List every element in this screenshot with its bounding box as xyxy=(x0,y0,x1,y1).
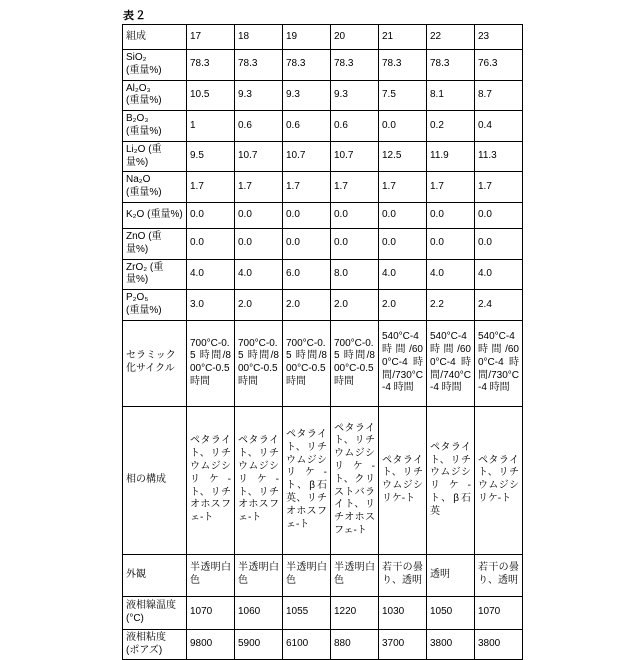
table-cell: 700°C-0.5 時間/800°C-0.5 時間 xyxy=(283,320,331,406)
table-cell: 9.3 xyxy=(283,80,331,111)
composition-table xyxy=(122,24,523,660)
table-cell: ペタライト、リチウムジシリケ-ト、クリストバライト、リチオホスフェ-ト xyxy=(331,406,379,554)
table-cell: 0.0 xyxy=(187,202,235,228)
table-cell: 9800 xyxy=(187,629,235,660)
row-label: 相の構成 xyxy=(123,406,187,554)
table-cell: 540°C-4 時間/600°C-4 時間/730°C-4 時間 xyxy=(379,320,427,406)
table-cell: 1070 xyxy=(187,596,235,629)
row-label: Na₂O (重量%) xyxy=(123,172,187,203)
table-row xyxy=(123,554,523,596)
row-label: 液相線温度 (°C) xyxy=(123,596,187,629)
table-cell: 0.4 xyxy=(475,111,523,142)
table-cell: 880 xyxy=(331,629,379,660)
table-cell: ペタライト、リチウムジシリケ-ト、β石英 xyxy=(427,406,475,554)
header-cell-sample-23: 23 xyxy=(475,25,523,50)
table-cell: 0.0 xyxy=(379,202,427,228)
row-label: K₂O (重量%) xyxy=(123,202,187,228)
table-cell: ペタライト、リチウムジシリケ-ト、リチオホスフェ-ト xyxy=(235,406,283,554)
table-cell: 8.0 xyxy=(331,259,379,290)
table-cell: 0.0 xyxy=(283,202,331,228)
table-row xyxy=(123,111,523,142)
table-cell: 6.0 xyxy=(283,259,331,290)
table-cell: 8.1 xyxy=(427,80,475,111)
row-label: セラミック化サイクル xyxy=(123,320,187,406)
row-label: Al₂O₃ (重量%) xyxy=(123,80,187,111)
table-cell: 1220 xyxy=(331,596,379,629)
table-title: 表２ xyxy=(123,10,147,22)
table-cell: 78.3 xyxy=(187,50,235,81)
table-cell: 1.7 xyxy=(379,172,427,203)
table-cell: 4.0 xyxy=(475,259,523,290)
table-cell: 1050 xyxy=(427,596,475,629)
table-cell: 0.2 xyxy=(427,111,475,142)
table-cell: 10.7 xyxy=(235,141,283,172)
table-cell: 2.0 xyxy=(283,290,331,321)
header-cell-composition: 組成 xyxy=(123,25,187,50)
table-cell: 11.3 xyxy=(475,141,523,172)
table-cell: 半透明白色 xyxy=(331,554,379,596)
table-cell: 6100 xyxy=(283,629,331,660)
table-cell: 0.0 xyxy=(235,202,283,228)
table-row xyxy=(123,50,523,81)
table-cell: 半透明白色 xyxy=(235,554,283,596)
row-label: B₂O₃ (重量%) xyxy=(123,111,187,142)
header-cell-sample-18: 18 xyxy=(235,25,283,50)
table-cell: 3800 xyxy=(475,629,523,660)
table-cell: 5900 xyxy=(235,629,283,660)
table-cell: 0.0 xyxy=(427,228,475,259)
table-row xyxy=(123,320,523,406)
table-cell: 9.3 xyxy=(331,80,379,111)
table-row xyxy=(123,80,523,111)
table-cell: 0.6 xyxy=(331,111,379,142)
table-cell: 1.7 xyxy=(475,172,523,203)
table-cell: ペタライト、リチウムジシリケ-ト、リチオホスフェ-ト xyxy=(187,406,235,554)
table-cell: 1.7 xyxy=(187,172,235,203)
table-cell: 700°C-0.5 時間/800°C-0.5 時間 xyxy=(235,320,283,406)
table-cell: 10.7 xyxy=(331,141,379,172)
table-cell: ペタライト、リチウムジシリケ-ト xyxy=(379,406,427,554)
table-cell: 540°C-4 時間/600°C-4 時間/740°C-4 時間 xyxy=(427,320,475,406)
table-cell: 2.0 xyxy=(379,290,427,321)
table-row xyxy=(123,629,523,660)
row-label: P₂O₅ (重量%) xyxy=(123,290,187,321)
table-cell: 1055 xyxy=(283,596,331,629)
table-row xyxy=(123,202,523,228)
table-cell: 7.5 xyxy=(379,80,427,111)
table-cell: 2.4 xyxy=(475,290,523,321)
table-cell: 10.5 xyxy=(187,80,235,111)
table-cell: 540°C-4 時間/600°C-4 時間/730°C-4 時間 xyxy=(475,320,523,406)
header-cell-sample-22: 22 xyxy=(427,25,475,50)
table-cell: ペタライト、リチウムジシリケ-ト xyxy=(475,406,523,554)
row-label: 液相粘度 (ポアズ) xyxy=(123,629,187,660)
table-cell: 半透明白色 xyxy=(283,554,331,596)
table-cell: 0.0 xyxy=(235,228,283,259)
table-cell: 若干の曇り、透明 xyxy=(379,554,427,596)
table-cell: 若干の曇り、透明 xyxy=(475,554,523,596)
table-header xyxy=(123,25,523,50)
table-row xyxy=(123,596,523,629)
table-cell: 1030 xyxy=(379,596,427,629)
table-cell: 1070 xyxy=(475,596,523,629)
table-cell: 78.3 xyxy=(379,50,427,81)
row-label: SiO₂ (重量%) xyxy=(123,50,187,81)
header-cell-sample-17: 17 xyxy=(187,25,235,50)
table-cell: 78.3 xyxy=(283,50,331,81)
table-row xyxy=(123,228,523,259)
header-cell-sample-20: 20 xyxy=(331,25,379,50)
table-cell: 0.6 xyxy=(235,111,283,142)
table-cell: 1.7 xyxy=(331,172,379,203)
table-cell: 0.0 xyxy=(331,228,379,259)
table-cell: 3.0 xyxy=(187,290,235,321)
table-cell: 9.5 xyxy=(187,141,235,172)
row-label: Li₂O (重量%) xyxy=(123,141,187,172)
table-cell: 0.0 xyxy=(475,202,523,228)
header-cell-sample-21: 21 xyxy=(379,25,427,50)
table-cell: 透明 xyxy=(427,554,475,596)
row-label: 外観 xyxy=(123,554,187,596)
row-label: ZnO (重量%) xyxy=(123,228,187,259)
table-row xyxy=(123,172,523,203)
table-cell: 78.3 xyxy=(235,50,283,81)
header-row xyxy=(123,25,523,50)
table-cell: 0.0 xyxy=(379,228,427,259)
table-cell: 78.3 xyxy=(331,50,379,81)
table-body xyxy=(123,50,523,660)
table-row xyxy=(123,406,523,554)
table-cell: 4.0 xyxy=(187,259,235,290)
table-cell: 3700 xyxy=(379,629,427,660)
table-row xyxy=(123,141,523,172)
table-cell: 2.0 xyxy=(331,290,379,321)
table-cell: 2.0 xyxy=(235,290,283,321)
table-cell: 4.0 xyxy=(235,259,283,290)
table-cell: 10.7 xyxy=(283,141,331,172)
table-cell: 1.7 xyxy=(235,172,283,203)
table-cell: 11.9 xyxy=(427,141,475,172)
table-cell: 700°C-0.5 時間/800°C-0.5 時間 xyxy=(187,320,235,406)
table-row xyxy=(123,290,523,321)
table-cell: 1.7 xyxy=(427,172,475,203)
table-cell: 3800 xyxy=(427,629,475,660)
table-cell: 0.0 xyxy=(187,228,235,259)
table-cell: 9.3 xyxy=(235,80,283,111)
table-cell: 0.0 xyxy=(475,228,523,259)
table-cell: 12.5 xyxy=(379,141,427,172)
table-cell: 700°C-0.5 時間/800°C-0.5 時間 xyxy=(331,320,379,406)
table-cell: 1 xyxy=(187,111,235,142)
table-cell: 1.7 xyxy=(283,172,331,203)
table-cell: 0.0 xyxy=(427,202,475,228)
table-cell: 0.0 xyxy=(283,228,331,259)
table-cell: 半透明白色 xyxy=(187,554,235,596)
table-cell: 8.7 xyxy=(475,80,523,111)
table-cell: ペタライト、リチウムジシリケ-ト、β石英、リチオホスフェ-ト xyxy=(283,406,331,554)
table-cell: 76.3 xyxy=(475,50,523,81)
table-cell: 4.0 xyxy=(379,259,427,290)
table-cell: 0.0 xyxy=(379,111,427,142)
table-cell: 78.3 xyxy=(427,50,475,81)
header-cell-sample-19: 19 xyxy=(283,25,331,50)
table-cell: 0.0 xyxy=(331,202,379,228)
row-label: ZrO₂ (重量%) xyxy=(123,259,187,290)
table-cell: 4.0 xyxy=(427,259,475,290)
table-cell: 1060 xyxy=(235,596,283,629)
table-row xyxy=(123,259,523,290)
table-cell: 0.6 xyxy=(283,111,331,142)
table-cell: 2.2 xyxy=(427,290,475,321)
